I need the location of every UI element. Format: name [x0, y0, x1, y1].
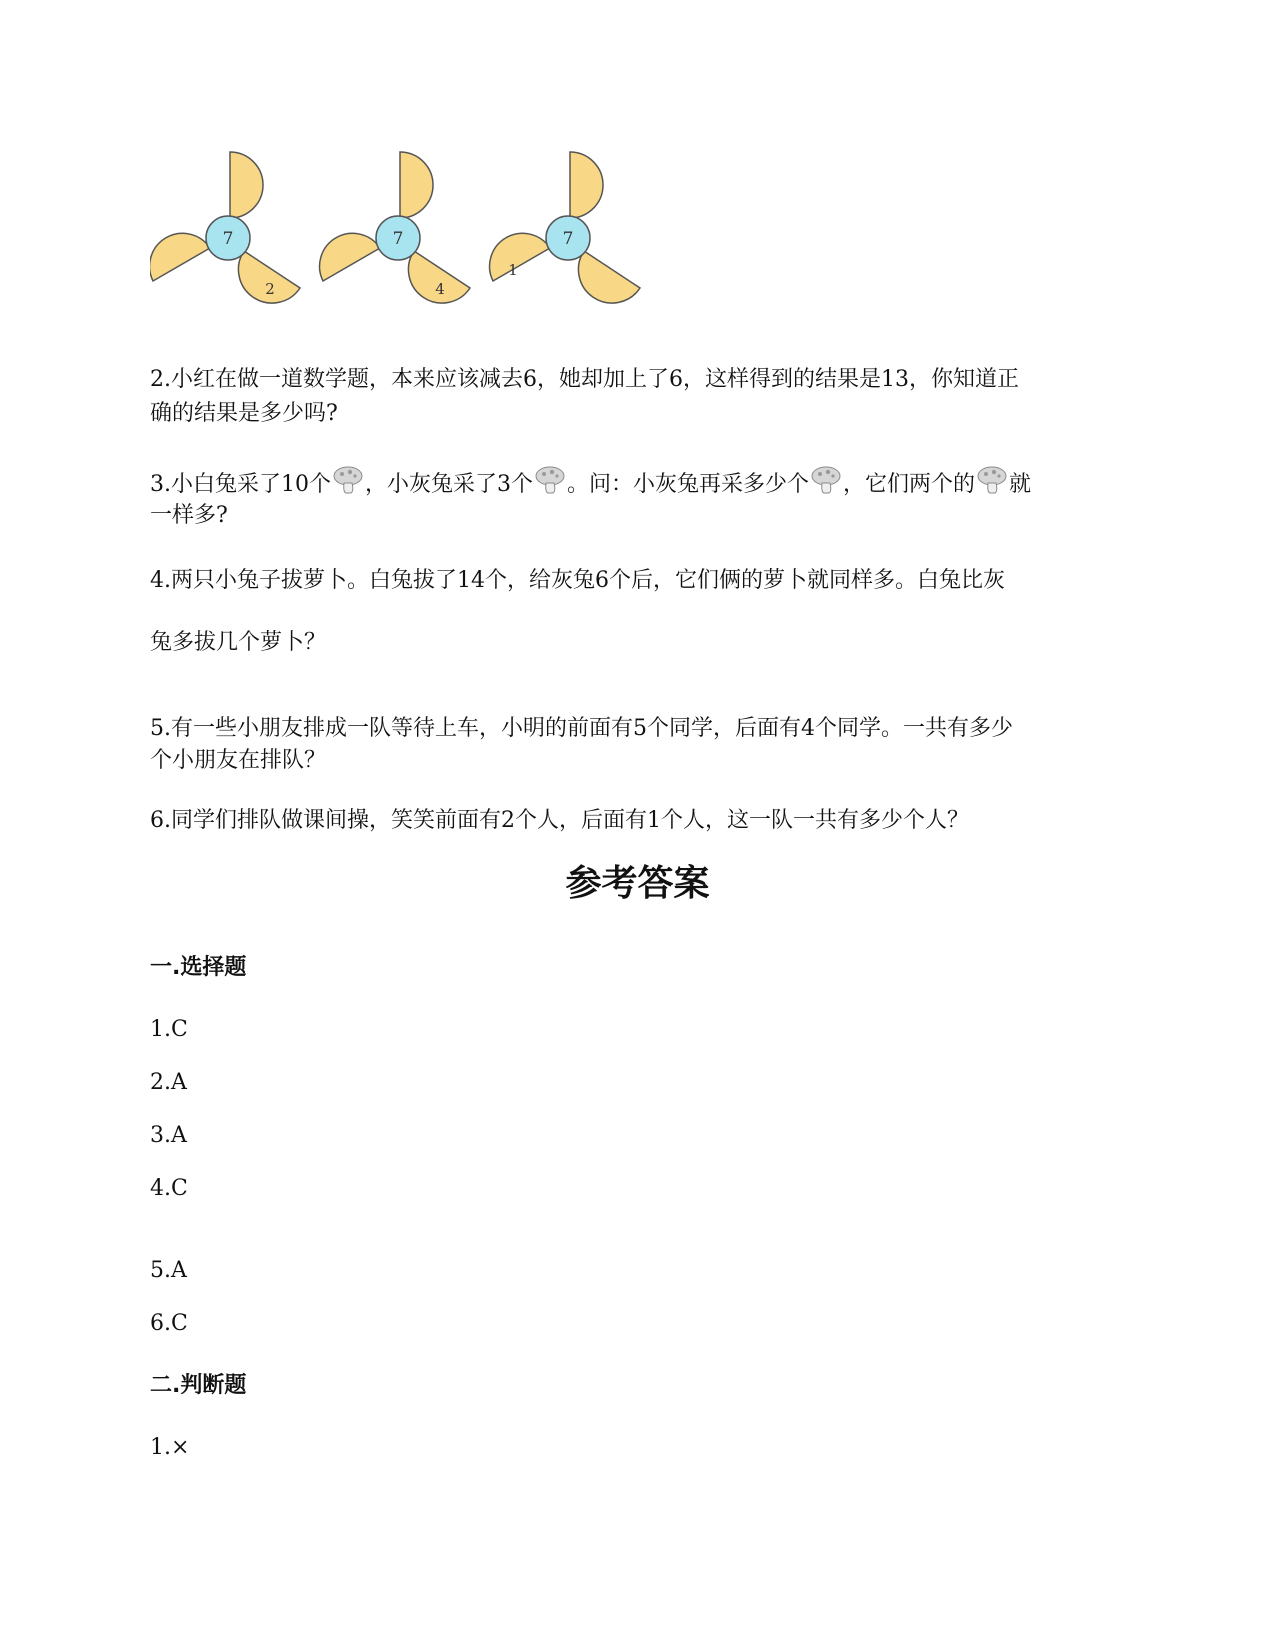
question-6-line-1: 6.同学们排队做课间操，笑笑前面有2个人，后面有1个人，这一队一共有多少个人？	[150, 808, 969, 833]
windmill-3-petal-right	[578, 251, 640, 303]
mushroom-icon	[976, 465, 1008, 495]
answer-item: 1.×	[150, 1435, 190, 1460]
windmill-2-petal-left	[320, 233, 380, 281]
windmill-1-center: 7	[222, 229, 234, 249]
mushroom-icon	[332, 465, 364, 495]
windmill-1-petal-top	[230, 152, 263, 218]
windmill-2-petal-label: 4	[435, 280, 445, 298]
windmill-1	[150, 152, 300, 303]
question-2-line-2: 确的结果是多少吗?	[150, 401, 338, 426]
question-3-text-a: 3.小白兔采了10个	[150, 472, 331, 497]
windmill-figure	[150, 150, 680, 310]
answer-item: 5.A	[150, 1258, 187, 1283]
answers-title: 参考答案	[565, 863, 710, 904]
windmill-2-center: 7	[392, 229, 404, 249]
windmill-2	[320, 152, 470, 303]
windmill-2-petal-top	[400, 152, 433, 218]
answer-item: 2.A	[150, 1070, 187, 1095]
windmill-3-petal-label: 1	[508, 261, 518, 279]
windmill-3-petal-top	[570, 152, 603, 218]
question-4-line-1: 4.两只小兔子拔萝卜。白兔拔了14个，给灰兔6个后，它们俩的萝卜就同样多。白兔比灰	[150, 568, 1005, 593]
windmill-3	[490, 152, 640, 303]
section-1-heading: 一.选择题	[150, 955, 247, 980]
windmill-1-petal-left	[150, 233, 210, 281]
answer-item: 1.C	[150, 1017, 188, 1042]
question-3-line-2: 一样多?	[150, 503, 228, 528]
question-5-line-1: 5.有一些小朋友排成一队等待上车，小明的前面有5个同学，后面有4个同学。一共有多少	[150, 716, 1013, 741]
question-3-text-b: ，小灰兔采了3个	[365, 472, 533, 497]
windmill-3-petal-left	[490, 233, 550, 281]
question-3-text-e: 就	[1009, 472, 1032, 497]
question-3-line-1	[150, 465, 1031, 502]
question-3-text-c: 。问：小灰兔再采多少个	[567, 472, 810, 497]
mushroom-icon	[534, 465, 566, 495]
answer-item: 3.A	[150, 1123, 187, 1148]
question-2-line-1: 2.小红在做一道数学题，本来应该减去6，她却加上了6，这样得到的结果是13，你知道正	[150, 367, 1019, 392]
windmill-1-petal-label: 2	[265, 280, 275, 298]
answer-item: 6.C	[150, 1311, 188, 1336]
answer-item: 4.C	[150, 1176, 188, 1201]
mushroom-icon	[810, 465, 842, 495]
windmill-3-center: 7	[562, 229, 574, 249]
question-3-text-d: ，它们两个的	[843, 472, 976, 497]
section-2-heading: 二.判断题	[150, 1373, 247, 1398]
question-5-line-2: 个小朋友在排队？	[150, 748, 327, 773]
question-4-line-2: 兔多拔几个萝卜？	[150, 630, 327, 655]
